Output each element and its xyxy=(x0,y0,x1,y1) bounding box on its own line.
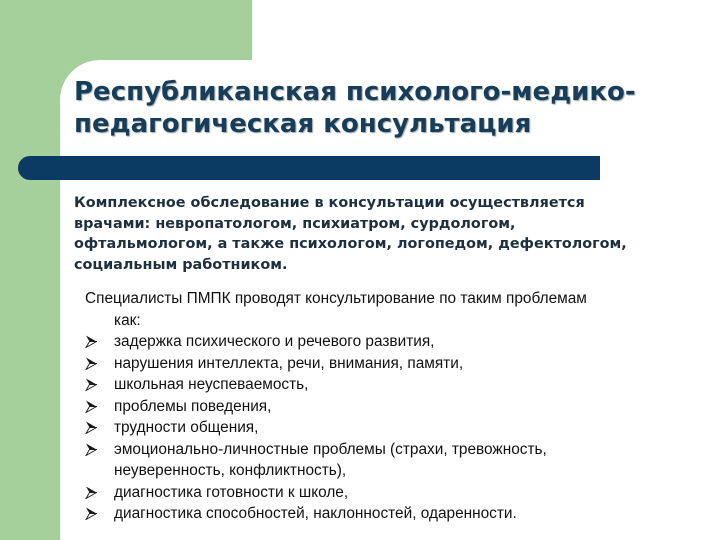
intro-line: социальным работником. xyxy=(74,256,288,273)
arrow-bullet-icon xyxy=(85,507,97,520)
list-item-text xyxy=(114,503,710,525)
list-item xyxy=(85,417,710,439)
arrow-bullet-icon xyxy=(85,421,97,434)
list-item-line: эмоционально-личностные проблемы (страхи, тревожность, xyxy=(114,440,547,458)
list-item xyxy=(85,439,710,482)
list-item-line: проблемы поведения, xyxy=(114,397,272,415)
list-item-line: задержка психического и речевого развития, xyxy=(114,333,435,350)
slide-title-line: педагогическая консультация xyxy=(74,109,532,139)
list-item-text xyxy=(114,417,710,439)
list-item-line: нарушения интеллекта, речи, внимания, памяти, xyxy=(114,354,464,372)
problems-section xyxy=(85,288,710,525)
list-item xyxy=(85,331,710,353)
arrow-bullet-icon xyxy=(85,400,97,413)
list-item-text xyxy=(114,482,710,504)
intro-line: офтальмологом, а также психологом, логопедом, дефектологом, xyxy=(74,236,627,252)
list-item-text xyxy=(114,374,710,396)
list-item-text xyxy=(114,396,710,418)
lead-line: как: xyxy=(114,311,141,329)
arrow-bullet-icon xyxy=(85,378,97,391)
list-item-text xyxy=(114,353,710,375)
list-item-text xyxy=(114,331,710,353)
list-item-line: трудности общения, xyxy=(114,419,259,436)
list-item xyxy=(85,396,710,418)
arrow-bullet-icon xyxy=(85,486,97,499)
list-item xyxy=(85,482,710,504)
list-item-line: неуверенность, конфликтность), xyxy=(114,462,347,479)
arrow-bullet-icon xyxy=(85,335,97,348)
title-underline-bar xyxy=(18,156,600,180)
list-item-text xyxy=(114,439,710,482)
intro-line: врачами: невропатологом, психиатром, сурдологом, xyxy=(74,215,516,232)
list-item-line: школьная неуспеваемость, xyxy=(114,376,309,393)
list-item-line: диагностика готовности к школе, xyxy=(114,483,349,501)
intro-line: Комплексное обследование в консультации осуществляется xyxy=(74,195,585,211)
arrow-bullet-icon xyxy=(85,443,97,456)
list-item-line: диагностика способностей, наклонностей, одаренности. xyxy=(114,505,517,522)
problems-list xyxy=(85,331,710,525)
slide-title-line: Республиканская психолого-медико- xyxy=(74,77,636,107)
problems-lead xyxy=(85,288,710,331)
lead-line: Специалисты ПМПК проводят консультирование по таким проблемам xyxy=(85,290,587,307)
list-item xyxy=(85,374,710,396)
slide-title xyxy=(74,76,704,140)
list-item xyxy=(85,353,710,375)
intro-paragraph xyxy=(74,193,714,275)
arrow-bullet-icon xyxy=(85,357,97,370)
list-item xyxy=(85,503,710,525)
